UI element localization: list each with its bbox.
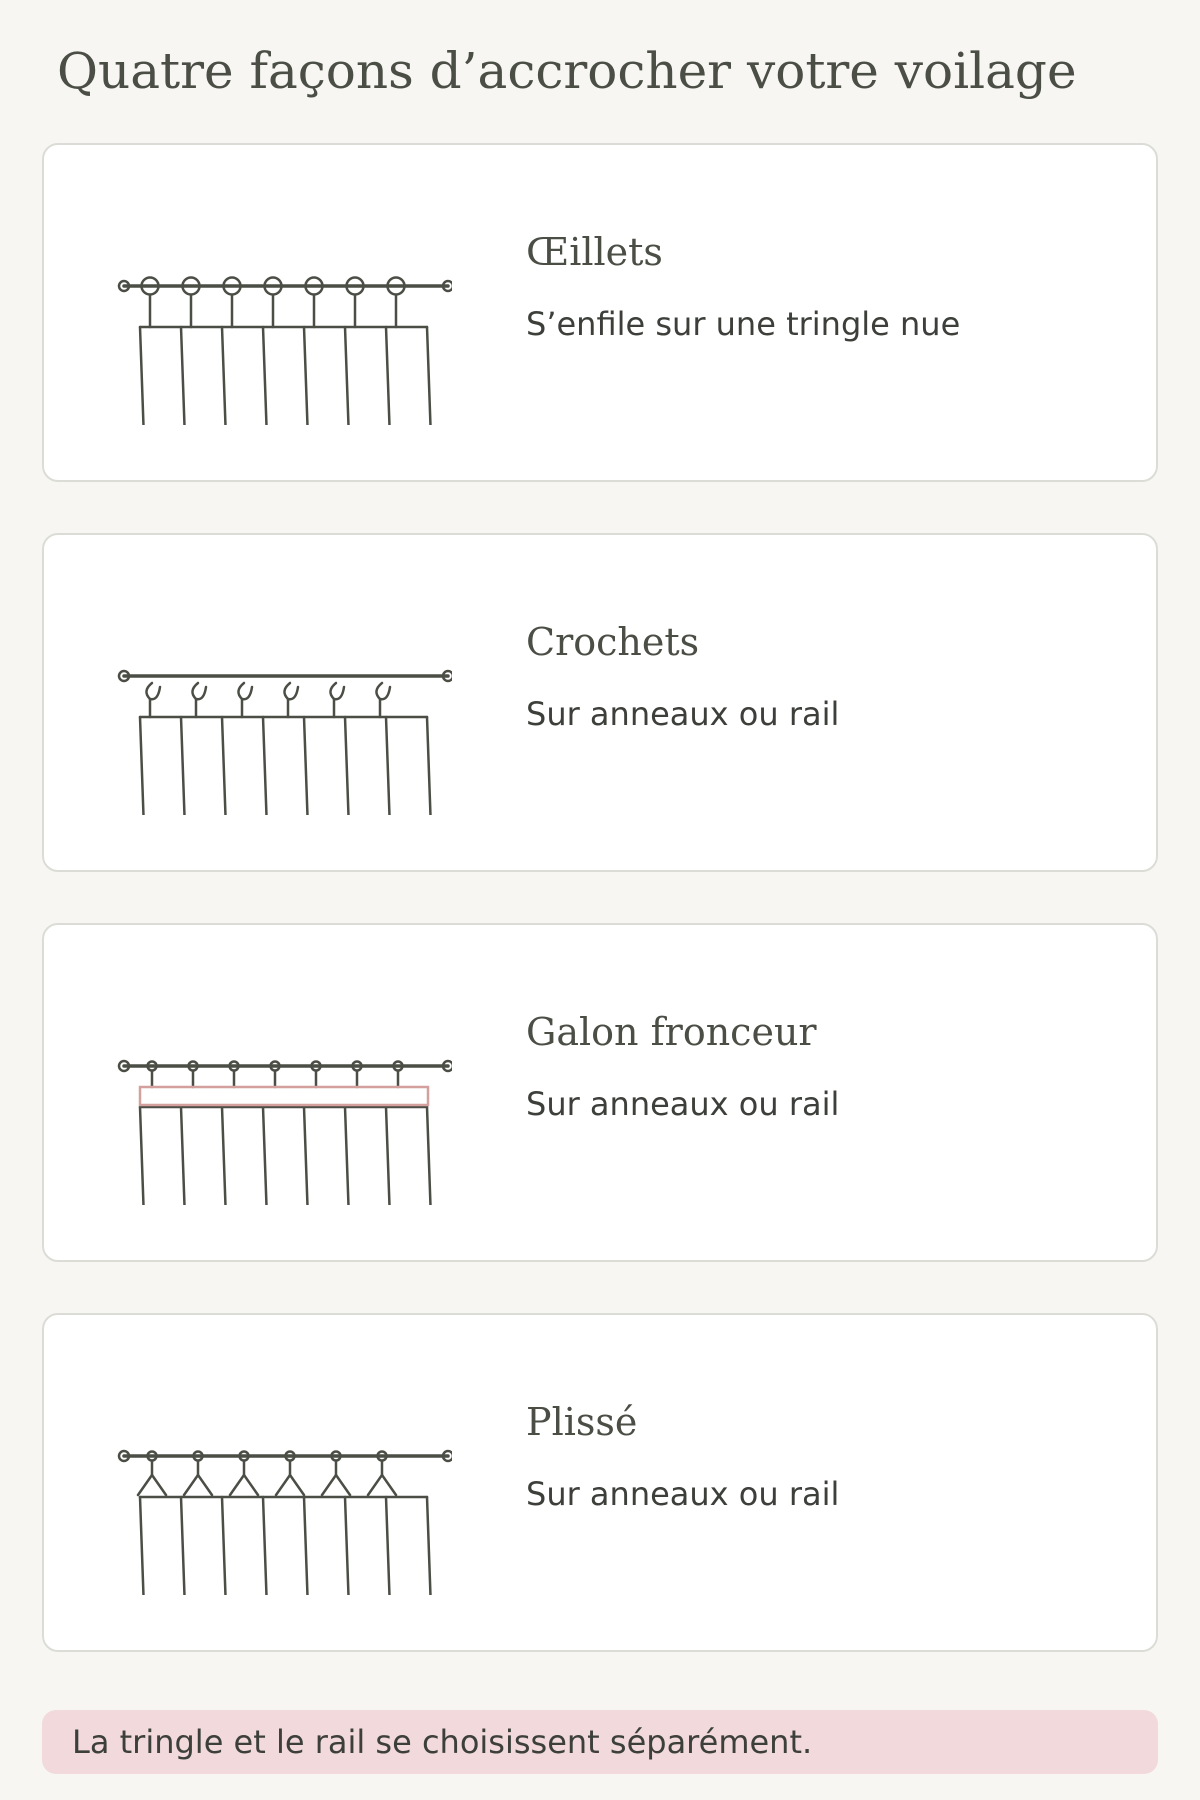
eyelet-curtain-icon (112, 205, 452, 425)
pleated-curtain-icon (112, 1375, 452, 1595)
option-title: Crochets (526, 620, 700, 664)
option-description: Sur anneaux ou rail (526, 695, 840, 733)
hook-curtain-icon (112, 595, 452, 815)
option-title: Plissé (526, 1400, 638, 1444)
option-title: Galon fronceur (526, 1010, 817, 1054)
page-title: Quatre façons d’accrocher votre voilage (57, 42, 1077, 100)
option-card-hooks[interactable] (42, 533, 1158, 872)
option-description: S’enfile sur une tringle nue (526, 305, 961, 343)
option-card-eyelets[interactable] (42, 143, 1158, 482)
option-card-pleated[interactable] (42, 1313, 1158, 1652)
info-note: La tringle et le rail se choisissent séparément. (42, 1710, 1158, 1774)
option-description: Sur anneaux ou rail (526, 1475, 840, 1513)
option-title: Œillets (526, 230, 663, 274)
option-description: Sur anneaux ou rail (526, 1085, 840, 1123)
option-card-gathering-tape[interactable] (42, 923, 1158, 1262)
gathering-tape-curtain-icon (112, 985, 452, 1205)
